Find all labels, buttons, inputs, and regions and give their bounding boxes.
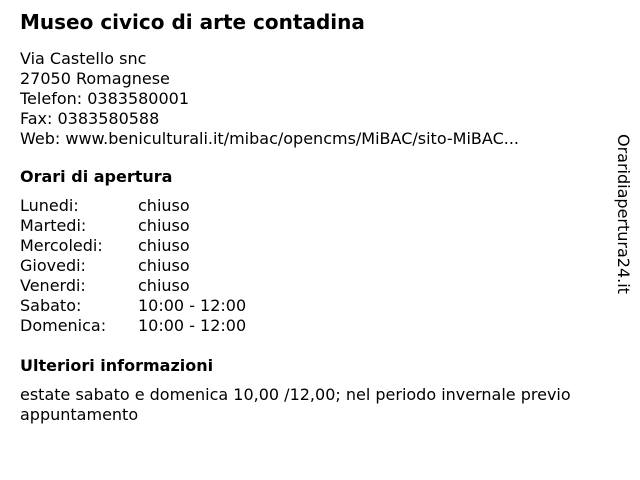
hours-row-thursday (20, 256, 605, 276)
day-label: Venerdi: (20, 276, 86, 295)
hours-value: 10:00 - 12:00 (138, 296, 247, 315)
hours-row-tuesday (20, 216, 605, 236)
hours-value: chiuso (138, 236, 190, 255)
hours-value: 10:00 - 12:00 (138, 316, 247, 335)
fax-line: Fax: 0383580588 (20, 109, 160, 128)
hours-row-wednesday (20, 236, 605, 256)
hours-value: chiuso (138, 256, 190, 275)
museum-card (20, 8, 605, 425)
page-title: Museo civico di arte contadina (20, 10, 365, 34)
hours-value: chiuso (138, 196, 190, 215)
hours-value: chiuso (138, 216, 190, 235)
opening-hours-heading: Orari di apertura (20, 167, 173, 186)
site-watermark: Oraridiapertura24.it (614, 134, 633, 294)
opening-hours-list (20, 196, 605, 336)
day-label: Domenica: (20, 316, 107, 335)
web-line (20, 129, 605, 149)
day-label: Giovedi: (20, 256, 86, 275)
more-info-heading: Ulteriori informazioni (20, 356, 214, 375)
day-label: Sabato: (20, 296, 82, 315)
hours-row-monday (20, 196, 605, 216)
phone-line: Telefon: 0383580001 (20, 89, 190, 108)
hours-value: chiuso (138, 276, 190, 295)
hours-row-friday (20, 276, 605, 296)
address-block (20, 49, 605, 149)
website-link[interactable]: Web: www.beniculturali.it/mibac/opencms/MiBAC/sito-MiBAC... (20, 129, 519, 148)
day-label: Martedi: (20, 216, 87, 235)
day-label: Mercoledi: (20, 236, 103, 255)
more-info-text: estate sabato e domenica 10,00 /12,00; nel periodo invernale previo appuntamento (20, 385, 571, 424)
day-label: Lunedi: (20, 196, 79, 215)
hours-row-saturday (20, 296, 605, 316)
street-line: Via Castello snc (20, 49, 147, 68)
hours-row-sunday (20, 316, 605, 336)
city-line: 27050 Romagnese (20, 69, 170, 88)
